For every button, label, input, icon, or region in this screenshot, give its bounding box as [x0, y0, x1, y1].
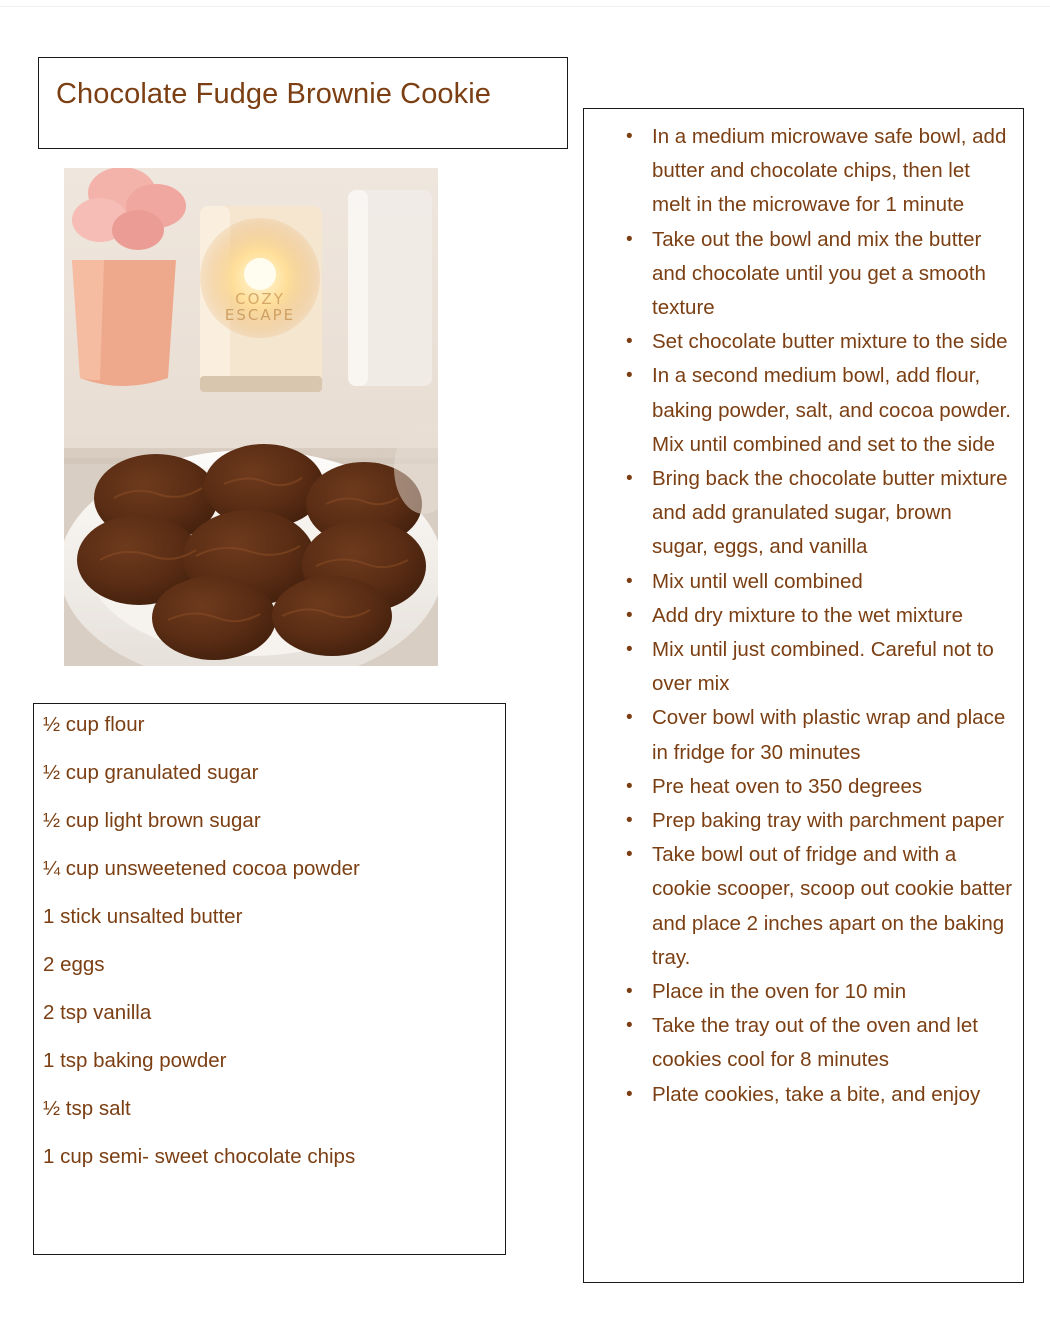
page-top-rule — [0, 0, 1050, 7]
instruction-item: • Plate cookies, take a bite, and enjoy — [652, 1078, 1013, 1112]
ingredient-item: 1 stick unsalted butter — [43, 905, 243, 928]
instruction-item: • Take out the bowl and mix the butter and chocolate until you get a smooth texture — [652, 223, 1013, 326]
instruction-item: • Prep baking tray with parchment paper — [652, 804, 1013, 838]
ingredient-item: 2 tsp vanilla — [43, 1001, 152, 1024]
ingredients-list — [43, 713, 495, 1193]
svg-text:COZY: COZY — [235, 290, 285, 308]
ingredient-item: ¼ cup unsweetened cocoa powder — [43, 857, 360, 880]
instruction-item: • Pre heat oven to 350 degrees — [652, 770, 1013, 804]
ingredient-item: 2 eggs — [43, 953, 105, 976]
ingredient-item: ½ tsp salt — [43, 1097, 131, 1120]
svg-text:ESCAPE: ESCAPE — [224, 306, 296, 324]
instruction-item: • In a second medium bowl, add flour, baking powder, salt, and cocoa powder. Mix until combined and set to the side — [652, 359, 1013, 462]
title-box — [38, 57, 568, 149]
ingredient-item: ½ cup light brown sugar — [43, 809, 261, 832]
cookies-photo-illustration — [64, 168, 438, 666]
cookies-photo — [64, 168, 438, 666]
instruction-item: • Place in the oven for 10 min — [652, 975, 1013, 1009]
ingredient-item: 1 cup semi- sweet chocolate chips — [43, 1145, 356, 1168]
instruction-item: • Bring back the chocolate butter mixture and add granulated sugar, brown sugar, eggs, and vanilla — [652, 462, 1013, 565]
instructions-list — [612, 120, 1013, 1112]
ingredient-item: ½ cup granulated sugar — [43, 761, 259, 784]
instruction-item: • Mix until well combined — [652, 565, 1013, 599]
instruction-item: • Take bowl out of fridge and with a cookie scooper, scoop out cookie batter and place 2 inches apart on the baking tray. — [652, 838, 1013, 975]
page-title: Chocolate Fudge Brownie Cookie — [56, 78, 492, 110]
instruction-item: • Set chocolate butter mixture to the side — [652, 325, 1013, 359]
instruction-item: • Add dry mixture to the wet mixture — [652, 599, 1013, 633]
instruction-item: • Take the tray out of the oven and let cookies cool for 8 minutes — [652, 1009, 1013, 1077]
instruction-item: • In a medium microwave safe bowl, add butter and chocolate chips, then let melt in the microwave for 1 minute — [652, 120, 1013, 223]
ingredients-box — [33, 703, 506, 1255]
ingredient-item: ½ cup flour — [43, 713, 145, 736]
instruction-item: • Mix until just combined. Careful not to over mix — [652, 633, 1013, 701]
instruction-item: • Cover bowl with plastic wrap and place in fridge for 30 minutes — [652, 701, 1013, 769]
ingredient-item: 1 tsp baking powder — [43, 1049, 227, 1072]
instructions-box — [583, 108, 1024, 1283]
